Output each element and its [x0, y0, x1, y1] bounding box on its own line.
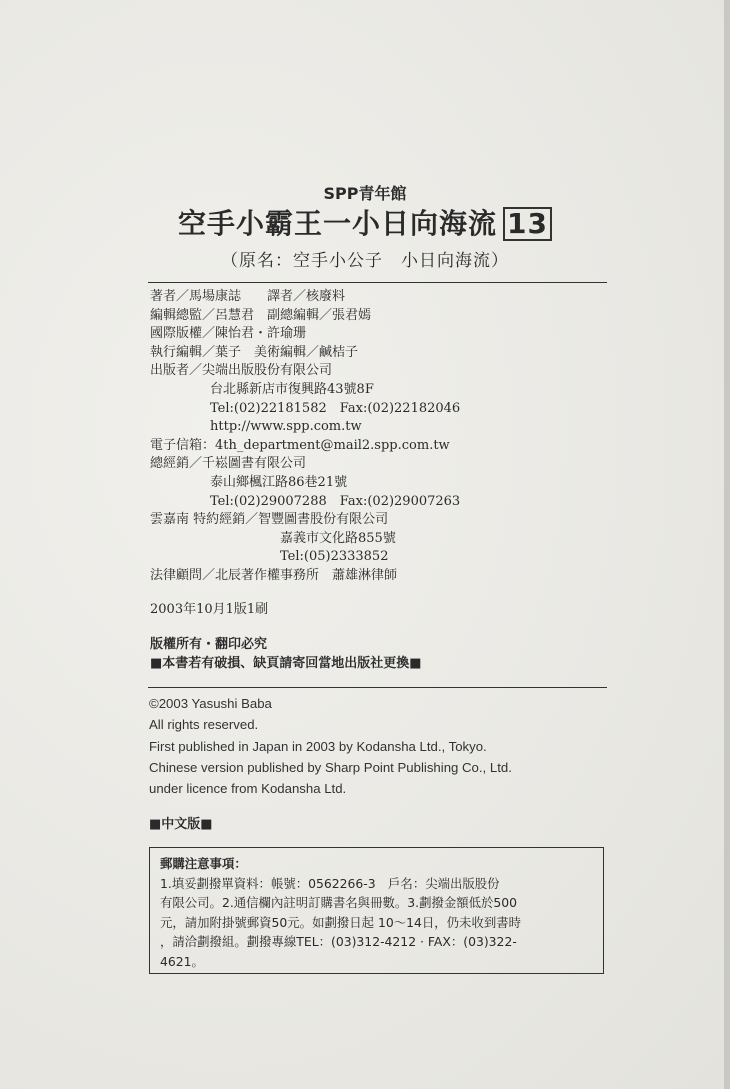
- distributor-phone: Tel:(02)29007288 Fax:(02)29007263: [210, 493, 461, 509]
- credit-regional-distributor: 雲嘉南 特約經銷／智豐圖書股份有限公司: [150, 512, 389, 528]
- credit-publisher: 出版者／尖端出版股份有限公司: [150, 363, 333, 379]
- middle-rule: [148, 687, 607, 688]
- mail-order-box: [149, 847, 604, 974]
- mail-order-line: 4621。: [160, 953, 204, 969]
- replacement-notice: ■本書若有破損、缺頁請寄回當地出版社更換■: [150, 656, 422, 671]
- mail-order-line: ，請洽劃撥組。劃撥專線TEL：(03)312-4212 · FAX：(03)322-: [160, 934, 517, 949]
- volume-number: 13: [503, 207, 552, 241]
- chinese-version-line: Chinese version published by Sharp Point Publishing Co., Ltd.: [149, 759, 512, 775]
- credit-distributor: 總經銷／千崧圖書有限公司: [150, 456, 307, 472]
- credits-block: [150, 288, 460, 586]
- publisher-website: http://www.spp.com.tw: [210, 419, 362, 435]
- original-title: （原名：空手小公子 小日向海流）: [221, 251, 509, 271]
- distributor-address: 泰山鄉楓江路86巷21號: [210, 474, 348, 490]
- chinese-edition-label: ■中文版■: [149, 817, 213, 832]
- credit-rights: 國際版權／陳怡君・許瑜珊: [150, 326, 307, 342]
- rights-notice: [150, 635, 422, 673]
- mail-order-line: 元，請加附掛號郵資50元。如劃撥日起 10～14日，仍未收到書時: [160, 914, 522, 930]
- regional-address: 嘉義市文化路855號: [280, 530, 396, 546]
- publisher-phone: Tel:(02)22181582 Fax:(02)22182046: [210, 400, 461, 416]
- copyright-line: ©2003 Yasushi Baba: [149, 696, 272, 711]
- rights-line: All rights reserved.: [149, 717, 259, 733]
- first-published-line: First published in Japan in 2003 by Kodansha Ltd., Tokyo.: [149, 738, 487, 754]
- imprint-name: SPP青年館: [323, 184, 407, 203]
- book-title-row: [0, 202, 730, 242]
- credit-editors: 編輯總監／呂慧君 副總編輯／張君嫣: [150, 307, 372, 323]
- edition-date: 2003年10月1版1刷: [150, 602, 269, 617]
- mail-order-line: 1.填妥劃撥單資料：帳號：0562266-3 戶名：尖端出版股份: [160, 875, 500, 891]
- publisher-address: 台北縣新店市復興路43號8F: [210, 381, 374, 397]
- mail-order-line: 有限公司。2.通信欄內註明訂購書名與冊數。3.劃撥金額低於500: [160, 895, 518, 910]
- credit-legal-counsel: 法律顧問／北辰著作權事務所 蕭雄淋律師: [150, 567, 398, 583]
- top-rule: [148, 282, 607, 283]
- credit-author-translator: 著者／馬場康誌 譯者／核廢料: [150, 289, 346, 304]
- rights-reserved: 版權所有・翻印必究: [150, 637, 268, 652]
- mail-order-heading: 郵購注意事項：: [160, 856, 247, 871]
- english-copyright: [149, 693, 512, 799]
- page-edge: [724, 0, 730, 1089]
- publisher-email: 電子信箱：4th_department@mail2.spp.com.tw: [150, 437, 450, 453]
- licence-line: under licence from Kodansha Ltd.: [149, 781, 347, 797]
- regional-phone: Tel:(05)2333852: [280, 549, 389, 565]
- book-title: 空手小霸王一小日向海流: [178, 207, 498, 240]
- credit-exec-editor: 執行編輯／葉子 美術編輯／鹹桔子: [150, 344, 359, 360]
